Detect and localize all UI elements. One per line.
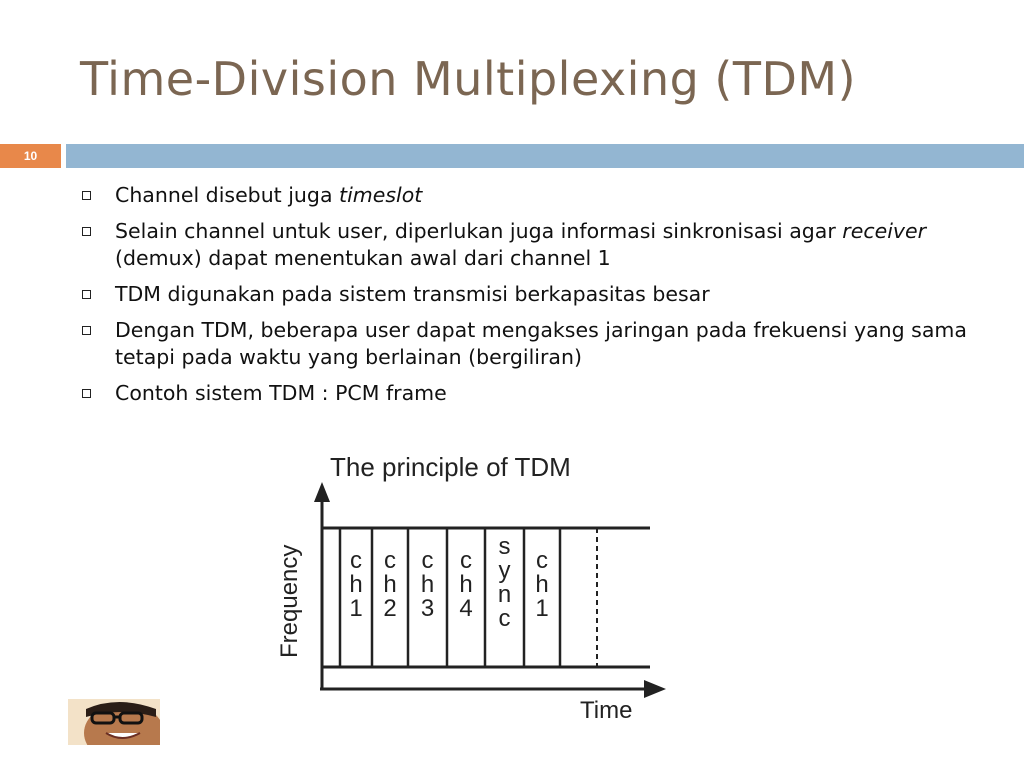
slot-label-char: 1 (535, 595, 549, 622)
square-bullet-icon (82, 290, 91, 299)
bullet-text: Selain channel untuk user, diperlukan juga informasi sinkronisasi agar (115, 219, 843, 243)
slot-label-char: 2 (383, 595, 397, 622)
y-axis-label: Frequency (276, 544, 303, 658)
square-bullet-icon (82, 227, 91, 236)
bullet-item (82, 218, 982, 272)
slot-label-char: h (383, 571, 397, 598)
square-bullet-icon (82, 389, 91, 398)
bullet-text: Contoh sistem TDM : PCM frame (115, 381, 447, 405)
slot-label-char: h (349, 571, 363, 598)
header-band (66, 144, 1024, 168)
bullet-text: Dengan TDM, beberapa user dapat mengakses jaringan pada frekuensi yang sama tetapi pada waktu yang berlainan (bergiliran) (115, 318, 967, 369)
bullet-list (82, 182, 982, 416)
slot-label-char: 1 (349, 595, 363, 622)
bullet-item (82, 281, 982, 308)
slot-label-char: 4 (459, 595, 473, 622)
presenter-face-image (68, 699, 160, 745)
slot-label-char: h (420, 571, 435, 598)
bullet-text: Channel disebut juga (115, 183, 340, 207)
slot-label-char: c (350, 547, 362, 574)
square-bullet-icon (82, 326, 91, 335)
bullet-italic-term: timeslot (339, 183, 423, 207)
slot-label-char: c (384, 547, 396, 574)
time-slots (340, 528, 560, 667)
tdm-principle-figure (262, 446, 682, 728)
figure-title: The principle of TDM (330, 452, 571, 482)
bullet-text: TDM digunakan pada sistem transmisi berkapasitas besar (115, 282, 710, 306)
slide-title: Time-Division Multiplexing (TDM) (80, 52, 857, 106)
slot-label-char: n (497, 581, 512, 608)
slot-label-char: y (498, 557, 511, 584)
bullet-item (82, 380, 982, 407)
slot-label-char: 3 (420, 595, 435, 622)
x-axis-label: Time (580, 697, 633, 724)
x-axis-arrow-icon (644, 680, 666, 698)
slot-label-char: c (498, 605, 511, 632)
slide-number: 10 (0, 144, 61, 168)
bullet-italic-term: receiver (842, 219, 927, 243)
square-bullet-icon (82, 191, 91, 200)
slot-label-char: h (535, 571, 549, 598)
slot-label-char: c (460, 547, 472, 574)
tdm-diagram (262, 446, 682, 728)
slot-label-char: s (498, 533, 511, 560)
y-axis-arrow-icon (314, 482, 330, 502)
presenter-photo (68, 699, 160, 745)
slot-label-char: h (459, 571, 473, 598)
bullet-text-tail: (demux) dapat menentukan awal dari channel 1 (115, 246, 611, 270)
bullet-item (82, 182, 982, 209)
slot-label-char: c (536, 547, 548, 574)
bullet-item (82, 317, 982, 371)
slot-label-char: c (421, 547, 434, 574)
